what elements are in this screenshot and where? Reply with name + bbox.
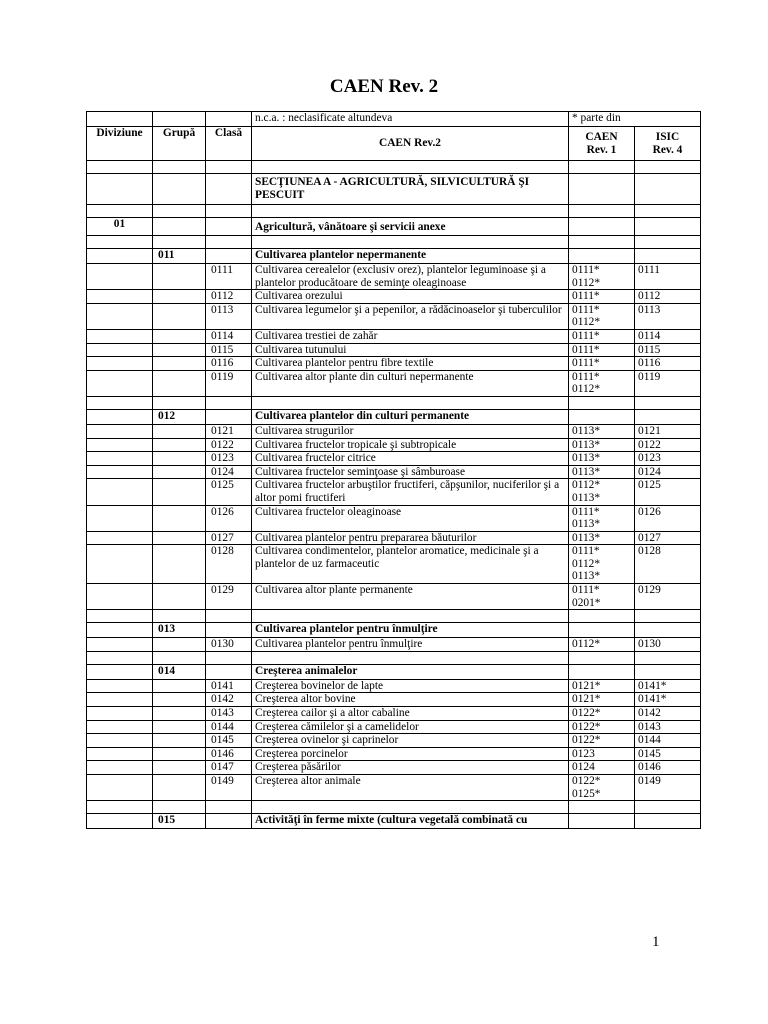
empty-cell [252, 396, 569, 409]
class-code: 0127 [206, 531, 252, 545]
class-desc: Cultivarea plantelor pentru înmulţire [252, 638, 569, 652]
caen-rev1-code: 0111* 0112* [569, 264, 635, 290]
col-header-caen-rev1: CAEN Rev. 1 [569, 127, 635, 161]
isic-code: 0126 [635, 505, 701, 531]
table-row [87, 264, 701, 290]
empty-cell [635, 664, 701, 679]
empty-cell [87, 623, 153, 638]
division-code: 01 [87, 218, 153, 236]
table-row [87, 679, 701, 693]
empty-cell [87, 236, 153, 249]
spacer-row [87, 205, 701, 218]
empty-cell [635, 623, 701, 638]
class-desc: Cultivarea plantelor pentru prepararea băuturilor [252, 531, 569, 545]
table-row [87, 424, 701, 438]
class-desc: Cultivarea altor plante din culturi nepermanente [252, 370, 569, 396]
empty-cell [87, 290, 153, 304]
group-row [87, 814, 701, 829]
empty-cell [206, 205, 252, 218]
empty-cell [153, 290, 206, 304]
empty-cell [87, 584, 153, 610]
empty-cell [153, 720, 206, 734]
isic-code: 0144 [635, 734, 701, 748]
isic-code: 0114 [635, 329, 701, 343]
class-desc: Cultivarea fructelor seminţoase şi sâmburoase [252, 465, 569, 479]
class-code: 0119 [206, 370, 252, 396]
isic-code: 0112 [635, 290, 701, 304]
empty-cell [87, 505, 153, 531]
empty-cell [153, 638, 206, 652]
empty-cell [87, 161, 153, 174]
isic-code: 0129 [635, 584, 701, 610]
group-row [87, 664, 701, 679]
empty-cell [635, 161, 701, 174]
isic-code: 0123 [635, 452, 701, 466]
col-header-diviziune: Diviziune [87, 127, 153, 161]
empty-cell [87, 357, 153, 371]
class-code: 0128 [206, 545, 252, 584]
empty-cell [153, 112, 206, 127]
empty-cell [153, 452, 206, 466]
class-code: 0111 [206, 264, 252, 290]
empty-cell [635, 396, 701, 409]
empty-cell [153, 174, 206, 205]
empty-cell [206, 112, 252, 127]
empty-cell [252, 651, 569, 664]
group-row [87, 623, 701, 638]
empty-cell [635, 218, 701, 236]
empty-cell [153, 747, 206, 761]
empty-cell [153, 303, 206, 329]
class-desc: Cultivarea strugurilor [252, 424, 569, 438]
table-row [87, 438, 701, 452]
empty-cell [206, 409, 252, 424]
empty-cell [87, 174, 153, 205]
empty-cell [569, 249, 635, 264]
empty-cell [206, 610, 252, 623]
table-row [87, 290, 701, 304]
class-desc: Creşterea porcinelor [252, 747, 569, 761]
isic-code: 0121 [635, 424, 701, 438]
empty-cell [87, 249, 153, 264]
class-desc: Creşterea ovinelor şi caprinelor [252, 734, 569, 748]
class-code: 0149 [206, 775, 252, 801]
caen-rev1-code: 0112* [569, 638, 635, 652]
empty-cell [153, 775, 206, 801]
empty-cell [87, 452, 153, 466]
table-row [87, 775, 701, 801]
table-row [87, 734, 701, 748]
caen-rev1-code: 0111* 0201* [569, 584, 635, 610]
class-code: 0123 [206, 452, 252, 466]
group-desc: Cultivarea plantelor pentru înmulţire [252, 623, 569, 638]
class-code: 0124 [206, 465, 252, 479]
table-row [87, 452, 701, 466]
empty-cell [153, 761, 206, 775]
table-row [87, 479, 701, 505]
class-code: 0114 [206, 329, 252, 343]
class-code: 0145 [206, 734, 252, 748]
caen-rev1-code: 0113* [569, 452, 635, 466]
caen-table [86, 111, 701, 829]
table-row [87, 370, 701, 396]
empty-cell [87, 814, 153, 829]
caen-rev1-code: 0123 [569, 747, 635, 761]
empty-cell [569, 664, 635, 679]
class-desc: Cultivarea plantelor pentru fibre textile [252, 357, 569, 371]
class-desc: Cultivarea fructelor oleaginoase [252, 505, 569, 531]
caen-rev1-code: 0112* 0113* [569, 479, 635, 505]
empty-cell [153, 679, 206, 693]
section-title: SECŢIUNEA A - AGRICULTURĂ, SILVICULTURĂ ŞI PESCUIT [252, 174, 569, 205]
table-row [87, 747, 701, 761]
class-code: 0146 [206, 747, 252, 761]
table-row [87, 329, 701, 343]
division-desc: Agricultură, vânătoare şi servicii anexe [252, 218, 569, 236]
table-row [87, 638, 701, 652]
caen-rev1-code: 0111* 0112* [569, 303, 635, 329]
caen-rev1-code: 0111* [569, 329, 635, 343]
empty-cell [87, 693, 153, 707]
isic-code: 0111 [635, 264, 701, 290]
spacer-row [87, 610, 701, 623]
empty-cell [569, 814, 635, 829]
empty-cell [87, 610, 153, 623]
empty-cell [153, 465, 206, 479]
table-row [87, 357, 701, 371]
table-row [87, 545, 701, 584]
empty-cell [206, 801, 252, 814]
empty-cell [252, 610, 569, 623]
parte-note: * parte din [569, 112, 701, 127]
empty-cell [87, 734, 153, 748]
table-row [87, 343, 701, 357]
empty-cell [87, 303, 153, 329]
empty-cell [87, 679, 153, 693]
isic-code: 0141* [635, 693, 701, 707]
empty-cell [153, 161, 206, 174]
empty-cell [87, 531, 153, 545]
empty-cell [153, 218, 206, 236]
group-code: 014 [153, 664, 206, 679]
class-desc: Cultivarea legumelor şi a pepenilor, a rădăcinoaselor şi tuberculilor [252, 303, 569, 329]
empty-cell [153, 205, 206, 218]
class-code: 0122 [206, 438, 252, 452]
nca-note: n.c.a. : neclasificate altundeva [252, 112, 569, 127]
class-desc: Cultivarea orezului [252, 290, 569, 304]
empty-cell [206, 218, 252, 236]
caen-rev1-code: 0122* [569, 707, 635, 721]
empty-cell [87, 545, 153, 584]
class-code: 0113 [206, 303, 252, 329]
isic-code: 0115 [635, 343, 701, 357]
col-header-grupa: Grupă [153, 127, 206, 161]
table-row [87, 531, 701, 545]
isic-code: 0122 [635, 438, 701, 452]
class-desc: Cultivarea altor plante permanente [252, 584, 569, 610]
empty-cell [206, 814, 252, 829]
empty-cell [153, 357, 206, 371]
isic-code: 0128 [635, 545, 701, 584]
empty-cell [87, 343, 153, 357]
table-row [87, 584, 701, 610]
empty-cell [569, 236, 635, 249]
empty-cell [87, 205, 153, 218]
table-row [87, 505, 701, 531]
empty-cell [153, 236, 206, 249]
empty-cell [635, 236, 701, 249]
empty-cell [87, 396, 153, 409]
empty-cell [87, 479, 153, 505]
group-code: 011 [153, 249, 206, 264]
class-desc: Cultivarea cerealelor (exclusiv orez), plantelor leguminoase şi a plantelor producătoare de seminţe oleaginoase [252, 264, 569, 290]
empty-cell [87, 707, 153, 721]
section-row [87, 174, 701, 205]
empty-cell [153, 479, 206, 505]
division-row [87, 218, 701, 236]
empty-cell [153, 734, 206, 748]
empty-cell [87, 370, 153, 396]
empty-cell [635, 801, 701, 814]
empty-cell [153, 424, 206, 438]
empty-cell [87, 438, 153, 452]
spacer-row [87, 396, 701, 409]
empty-cell [153, 264, 206, 290]
empty-cell [569, 161, 635, 174]
class-desc: Cultivarea fructelor citrice [252, 452, 569, 466]
empty-cell [87, 329, 153, 343]
empty-cell [569, 218, 635, 236]
class-desc: Cultivarea condimentelor, plantelor aromatice, medicinale şi a plantelor de uz farmaceutic [252, 545, 569, 584]
empty-cell [153, 610, 206, 623]
table-row [87, 465, 701, 479]
empty-cell [635, 814, 701, 829]
empty-cell [635, 610, 701, 623]
class-code: 0112 [206, 290, 252, 304]
empty-cell [87, 424, 153, 438]
table-row [87, 693, 701, 707]
empty-cell [635, 174, 701, 205]
empty-cell [206, 396, 252, 409]
empty-cell [153, 370, 206, 396]
empty-cell [569, 651, 635, 664]
empty-cell [206, 664, 252, 679]
class-code: 0115 [206, 343, 252, 357]
empty-cell [87, 775, 153, 801]
empty-cell [153, 693, 206, 707]
class-code: 0130 [206, 638, 252, 652]
group-desc: Creşterea animalelor [252, 664, 569, 679]
table-row [87, 761, 701, 775]
table-row [87, 707, 701, 721]
isic-code: 0142 [635, 707, 701, 721]
empty-cell [153, 438, 206, 452]
class-code: 0129 [206, 584, 252, 610]
page-number: 1 [652, 934, 660, 950]
spacer-row [87, 651, 701, 664]
empty-cell [153, 531, 206, 545]
col-header-clasa: Clasă [206, 127, 252, 161]
group-code: 015 [153, 814, 206, 829]
caen-rev1-code: 0113* [569, 424, 635, 438]
isic-code: 0119 [635, 370, 701, 396]
isic-code: 0116 [635, 357, 701, 371]
empty-cell [87, 465, 153, 479]
empty-cell [153, 396, 206, 409]
class-code: 0116 [206, 357, 252, 371]
isic-code: 0130 [635, 638, 701, 652]
class-desc: Creşterea cailor şi a altor cabaline [252, 707, 569, 721]
group-row [87, 409, 701, 424]
caen-rev1-code: 0122* [569, 720, 635, 734]
empty-cell [206, 623, 252, 638]
isic-code: 0145 [635, 747, 701, 761]
empty-cell [206, 174, 252, 205]
spacer-row [87, 161, 701, 174]
empty-cell [569, 396, 635, 409]
isic-code: 0141* [635, 679, 701, 693]
col-header-isic: ISIC Rev. 4 [635, 127, 701, 161]
caen-rev1-code: 0111* [569, 357, 635, 371]
group-desc: Cultivarea plantelor din culturi permanente [252, 409, 569, 424]
isic-code: 0113 [635, 303, 701, 329]
class-desc: Creşterea altor bovine [252, 693, 569, 707]
empty-cell [87, 264, 153, 290]
empty-cell [569, 610, 635, 623]
caen-rev1-code: 0111* [569, 290, 635, 304]
empty-cell [153, 343, 206, 357]
table-body [87, 161, 701, 829]
class-code: 0142 [206, 693, 252, 707]
empty-cell [87, 720, 153, 734]
isic-code: 0127 [635, 531, 701, 545]
empty-cell [252, 801, 569, 814]
empty-cell [153, 707, 206, 721]
empty-cell [153, 505, 206, 531]
isic-code: 0143 [635, 720, 701, 734]
empty-cell [252, 161, 569, 174]
empty-cell [87, 801, 153, 814]
empty-cell [153, 651, 206, 664]
isic-code: 0125 [635, 479, 701, 505]
isic-code: 0124 [635, 465, 701, 479]
empty-cell [87, 664, 153, 679]
spacer-row [87, 801, 701, 814]
class-desc: Cultivarea fructelor tropicale şi subtropicale [252, 438, 569, 452]
class-code: 0144 [206, 720, 252, 734]
group-code: 012 [153, 409, 206, 424]
empty-cell [87, 409, 153, 424]
group-desc: Cultivarea plantelor nepermanente [252, 249, 569, 264]
caen-rev1-code: 0121* [569, 679, 635, 693]
caen-rev1-code: 0113* [569, 531, 635, 545]
class-code: 0143 [206, 707, 252, 721]
class-desc: Creşterea cămilelor şi a camelidelor [252, 720, 569, 734]
caen-rev1-code: 0122* [569, 734, 635, 748]
class-desc: Cultivarea fructelor arbuştilor fructiferi, căpşunilor, nuciferilor şi a altor pomi fructiferi [252, 479, 569, 505]
caen-rev1-code: 0121* [569, 693, 635, 707]
empty-cell [153, 584, 206, 610]
empty-cell [252, 236, 569, 249]
isic-code: 0149 [635, 775, 701, 801]
caen-rev1-code: 0111* 0112* [569, 370, 635, 396]
table-row [87, 720, 701, 734]
class-code: 0126 [206, 505, 252, 531]
class-code: 0125 [206, 479, 252, 505]
empty-cell [569, 174, 635, 205]
empty-cell [635, 651, 701, 664]
class-desc: Creşterea păsărilor [252, 761, 569, 775]
empty-cell [206, 236, 252, 249]
page-title: CAEN Rev. 2 [329, 76, 439, 97]
empty-cell [569, 801, 635, 814]
empty-cell [569, 623, 635, 638]
group-row [87, 249, 701, 264]
caen-rev1-code: 0111* 0112* 0113* [569, 545, 635, 584]
table-row [87, 303, 701, 329]
caen-rev1-code: 0124 [569, 761, 635, 775]
empty-cell [252, 205, 569, 218]
empty-cell [206, 249, 252, 264]
empty-cell [153, 545, 206, 584]
empty-cell [569, 205, 635, 218]
empty-cell [206, 161, 252, 174]
caen-rev1-code: 0122* 0125* [569, 775, 635, 801]
group-desc: Activităţi în ferme mixte (cultura vegetală combinată cu [252, 814, 569, 829]
class-code: 0147 [206, 761, 252, 775]
caen-rev1-code: 0111* [569, 343, 635, 357]
spacer-row [87, 236, 701, 249]
class-desc: Cultivarea trestiei de zahăr [252, 329, 569, 343]
caen-rev1-code: 0113* [569, 438, 635, 452]
class-desc: Creşterea altor animale [252, 775, 569, 801]
empty-cell [206, 651, 252, 664]
empty-cell [87, 651, 153, 664]
empty-cell [87, 747, 153, 761]
class-code: 0141 [206, 679, 252, 693]
class-code: 0121 [206, 424, 252, 438]
empty-cell [635, 205, 701, 218]
class-desc: Creşterea bovinelor de lapte [252, 679, 569, 693]
empty-cell [153, 329, 206, 343]
group-code: 013 [153, 623, 206, 638]
caen-rev1-code: 0113* [569, 465, 635, 479]
empty-cell [635, 249, 701, 264]
col-header-caen-rev2: CAEN Rev.2 [252, 127, 569, 161]
empty-cell [635, 409, 701, 424]
empty-cell [87, 761, 153, 775]
empty-cell [87, 638, 153, 652]
caen-rev1-code: 0111* 0113* [569, 505, 635, 531]
class-desc: Cultivarea tutunului [252, 343, 569, 357]
empty-cell [569, 409, 635, 424]
isic-code: 0146 [635, 761, 701, 775]
empty-cell [87, 112, 153, 127]
empty-cell [153, 801, 206, 814]
